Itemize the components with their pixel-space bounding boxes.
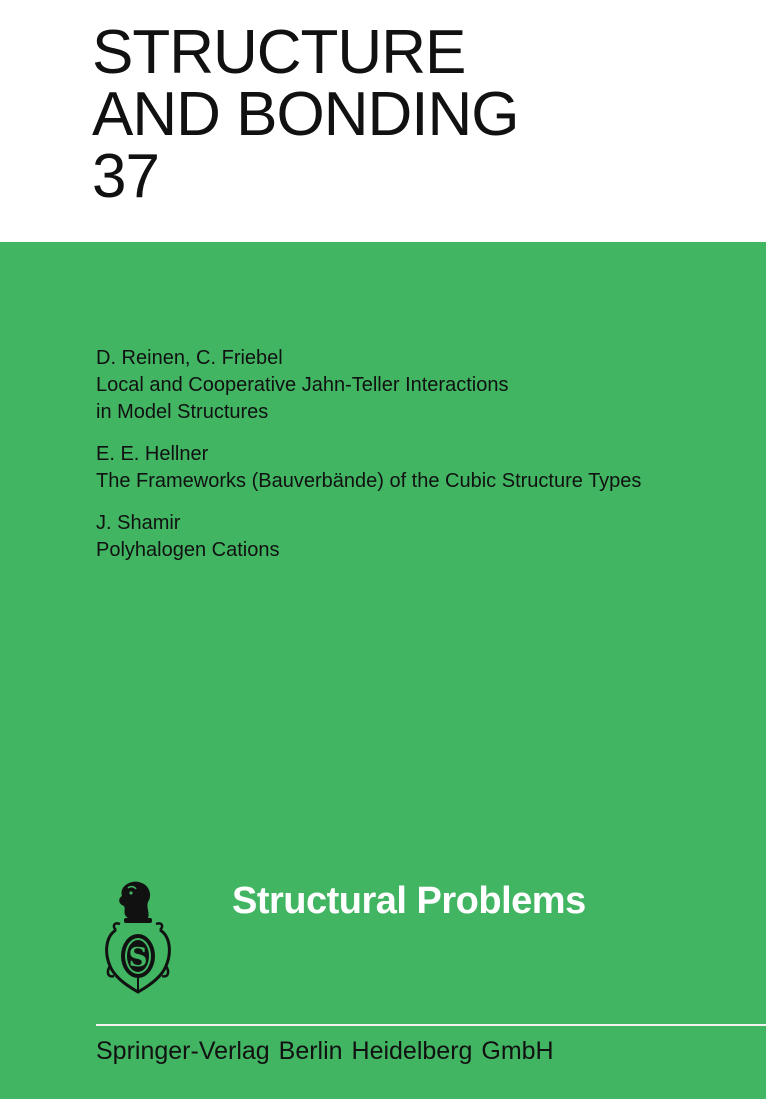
entry-title-line: Local and Cooperative Jahn-Teller Interactions <box>96 374 509 396</box>
svg-text:S: S <box>128 943 148 973</box>
contents-entry <box>96 345 641 426</box>
entry-authors: E. E. Hellner <box>96 443 209 465</box>
entry-authors: J. Shamir <box>96 512 181 534</box>
header-band <box>0 0 766 242</box>
contents-entry <box>96 441 641 495</box>
contents-entry <box>96 510 641 564</box>
volume-number: 37 <box>92 142 159 211</box>
series-title-line-2: AND BONDING <box>92 80 519 149</box>
springer-knight-logo-icon <box>102 880 176 998</box>
entry-title-line: in Model Structures <box>96 401 269 423</box>
contents-list <box>96 345 641 579</box>
publisher-imprint: Springer-Verlag Berlin Heidelberg GmbH <box>96 1037 554 1065</box>
series-title <box>92 18 519 211</box>
book-title: Structural Problems <box>232 880 586 922</box>
series-title-line-1: STRUCTURE <box>92 18 466 87</box>
divider <box>96 1024 766 1026</box>
entry-authors: D. Reinen, C. Friebel <box>96 347 283 369</box>
entry-title-line: The Frameworks (Bauverbände) of the Cubic Structure Types <box>96 470 642 492</box>
entry-title-line: Polyhalogen Cations <box>96 539 280 561</box>
